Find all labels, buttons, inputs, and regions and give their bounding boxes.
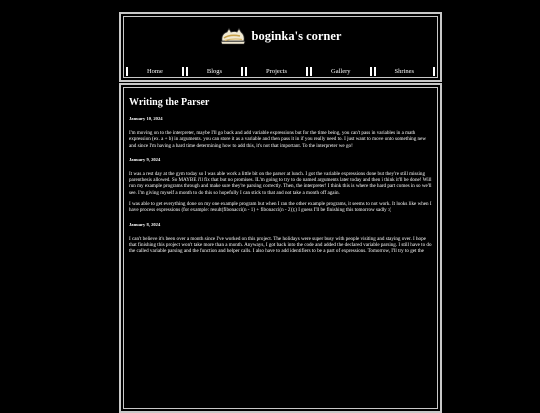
nav-divider <box>245 67 247 76</box>
cat-loaf-icon <box>220 27 246 45</box>
nav-divider <box>126 67 128 76</box>
nav-divider <box>374 67 376 76</box>
nav-divider <box>306 67 308 76</box>
main-nav <box>121 67 440 76</box>
nav-divider <box>310 67 312 76</box>
post-paragraph: I'm moving on to the interpreter, maybe I'll go back and add variable expressions but for the time being, you can't pass in variables in a math expression (ex. a + b) in arguments. you can store it as a variable and then pass it in if you really need to. I just want to move onto something new and since I'm having a hard time determining how to add this, it's not that important. To the interpreter we go! <box>129 130 427 149</box>
nav-divider <box>370 67 372 76</box>
content-panel[interactable] <box>119 83 442 413</box>
nav-divider <box>186 67 188 76</box>
post-paragraph: I can't believe it's been over a month since I've worked on this project. The holidays were super busy with people visiting and staying over. I hope that finishing this project won't take more than a month. Anyways, I got back into the code and added the declared variable parsing. I still have to do the called variable parsing and the function and helper calls. I also have to add identifiers to be a part of expressions. Tomorrow, I'll try to get the <box>129 235 432 255</box>
post-date: January 8, 2024 <box>129 221 161 227</box>
nav-link-home[interactable]: Home <box>146 68 163 75</box>
site-header <box>119 12 442 82</box>
nav-link-projects[interactable]: Projects <box>266 68 287 75</box>
post-date: January 10, 2024 <box>129 116 163 121</box>
nav-link-shrines[interactable]: Shrines <box>394 68 414 75</box>
nav-divider <box>182 67 184 76</box>
post-paragraph: It was a rest day at the gym today so I was able work a little bit on the parser at lunch. I got the variable expressions done but they're still missing parenthesis allowed. So MAYBE i'll fix that but no promises. IL'm going to try to do named arguments later today and then i think it'll be done! Will run my example programs through and make sure they're parsing correctly. Then, the interpreter! I think this is where the hard part comes in so we'll see. I'm giving myself a month to do this so hopefully I can stick to that and not take a month off again. <box>129 170 432 196</box>
nav-divider <box>241 67 243 76</box>
post-paragraph: I was able to get everything done on my one example program but when I ran the other example programs, it seems to not work. It looks like when I have process expressions (for example: result(fibonacci(n - 1) + fibonacci(n - 2));) I guess I'll be finishing this tomorrow sadly :( <box>129 201 432 214</box>
page-title: Writing the Parser <box>129 97 210 108</box>
post-date: January 9, 2024 <box>129 156 161 162</box>
site-title: boginka's corner <box>251 28 342 43</box>
site-title-row <box>121 27 440 45</box>
nav-divider <box>433 67 435 76</box>
nav-link-blogs[interactable]: Blogs <box>206 68 223 75</box>
post-area <box>129 97 433 260</box>
nav-link-gallery[interactable]: Gallery <box>331 68 351 75</box>
